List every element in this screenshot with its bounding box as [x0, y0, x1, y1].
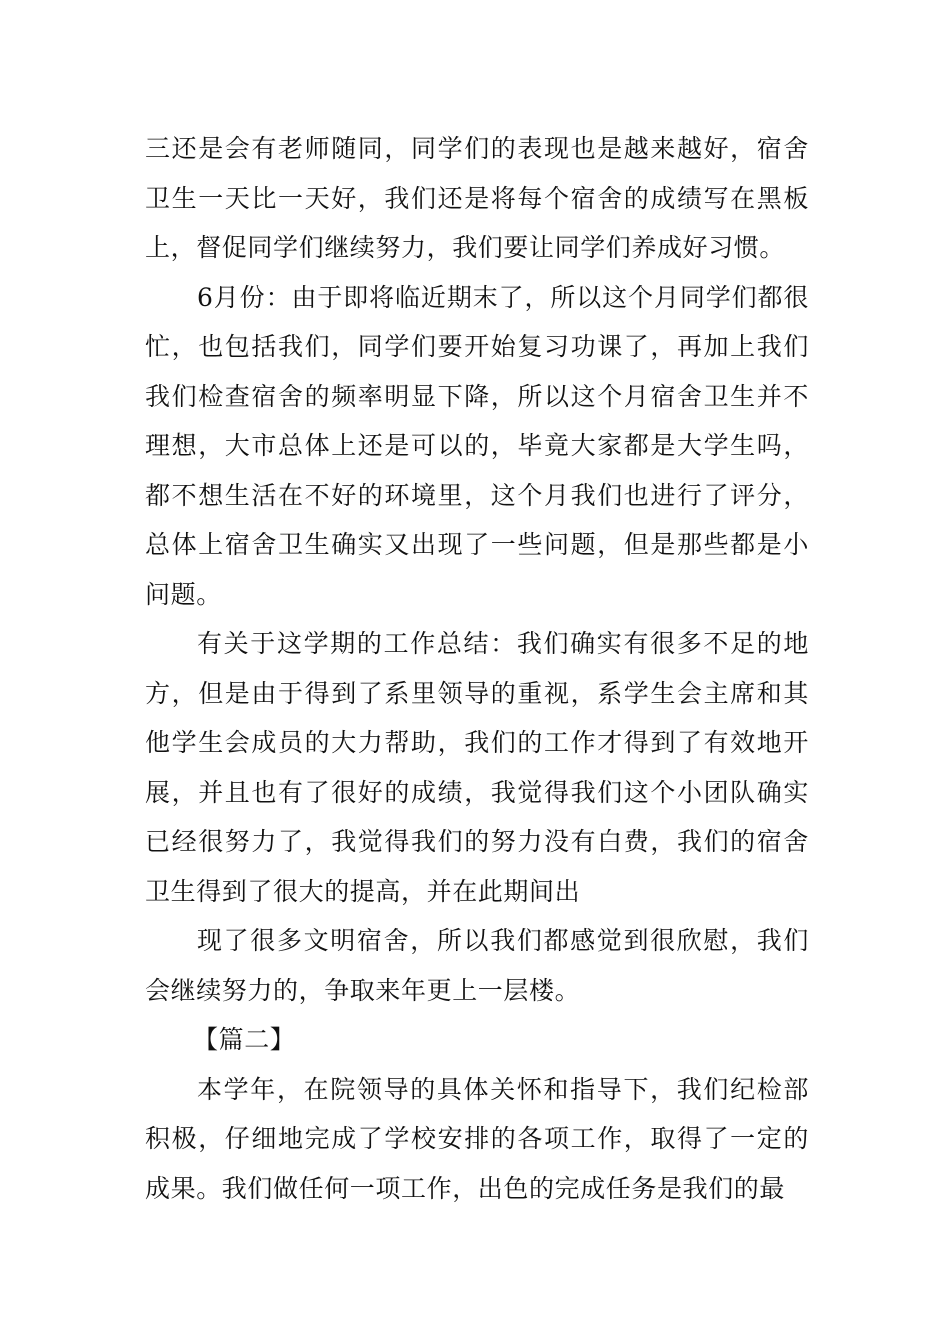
paragraph-june: 6月份：由于即将临近期末了，所以这个月同学们都很忙，也包括我们，同学们要开始复习功课了，再加上我们我们检查宿舍的频率明显下降，所以这个月宿舍卫生并不理想，大市总体上还是可以的，毕竟大家都是大学生吗，都不想生活在不好的环境里，这个月我们也进行了评分，总体上宿舍卫生确实又出现了一些问题，但是那些都是小问题。	[145, 282, 809, 609]
paragraph-continuation: 三还是会有老师随同，同学们的表现也是越来越好，宿舍卫生一天比一天好，我们还是将每个宿舍的成绩写在黑板上，督促同学们继续努力，我们要让同学们养成好习惯。	[145, 134, 809, 262]
document-page	[145, 124, 809, 1213]
section-heading: 【篇二】	[193, 1025, 296, 1054]
paragraph-civilized-dorms: 现了很多文明宿舍，所以我们都感觉到很欣慰，我们会继续努力的，争取来年更上一层楼。	[145, 926, 809, 1005]
paragraph-academic-year: 本学年，在院领导的具体关怀和指导下，我们纪检部积极，仔细地完成了学校安排的各项工作，取得了一定的成果。我们做任何一项工作，出色的完成任务是我们的最	[145, 1074, 809, 1203]
paragraph-semester-summary: 有关于这学期的工作总结：我们确实有很多不足的地方，但是由于得到了系里领导的重视，系学生会主席和其他学生会成员的大力帮助，我们的工作才得到了有效地开展，并且也有了很好的成绩，我觉得我们这个小团队确实已经很努力了，我觉得我们的努力没有白费，我们的宿舍卫生得到了很大的提高，并在此期间出	[145, 629, 809, 906]
